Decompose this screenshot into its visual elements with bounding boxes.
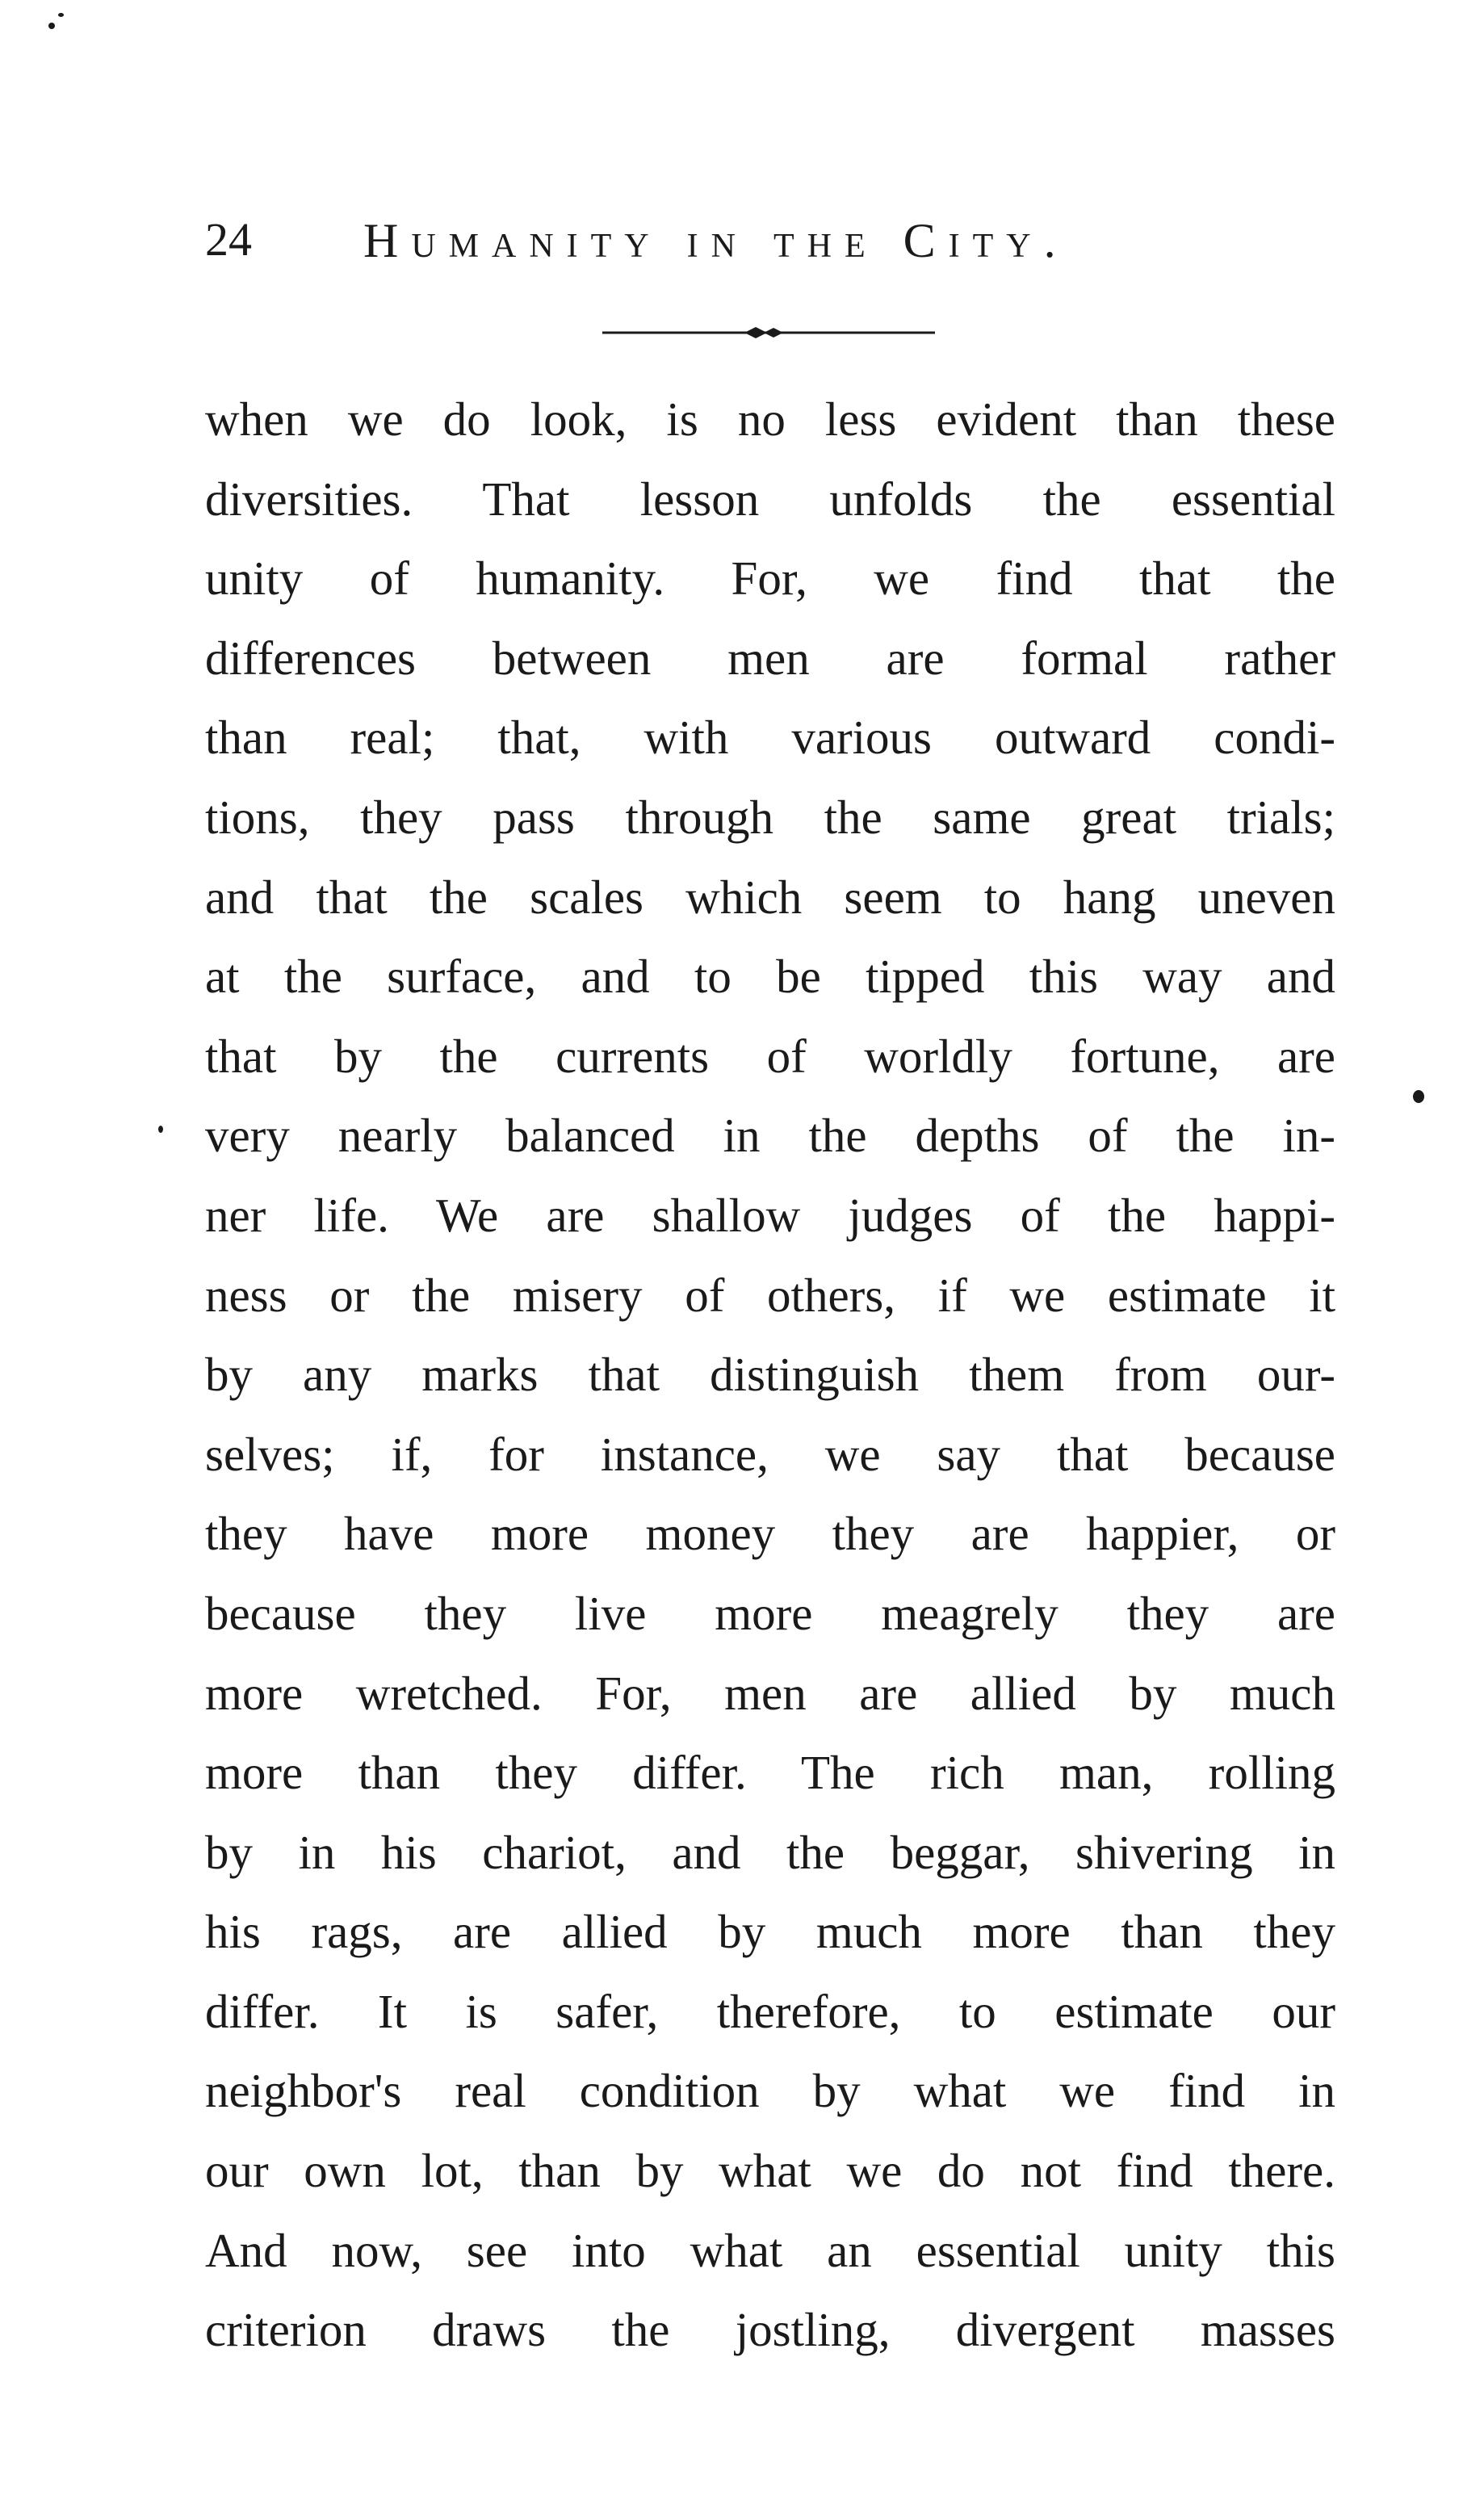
body-text — [205, 380, 1335, 2370]
running-title: Humanity in the City. — [363, 214, 1069, 267]
text-line: more wretched. For, men are allied by much — [205, 1666, 1335, 1720]
text-line: when we do look, is no less evident than these — [205, 392, 1335, 446]
ink-speck — [158, 1126, 163, 1133]
text-line: because they live more meagrely they are — [205, 1586, 1335, 1640]
text-line: our own lot, than by what we do not find there. — [205, 2144, 1335, 2198]
text-line: they have more money they are happier, or — [205, 1507, 1335, 1561]
text-line: his rags, are allied by much more than they — [205, 1905, 1335, 1959]
text-line: at the surface, and to be tipped this way and — [205, 950, 1335, 1004]
text-line: by in his chariot, and the beggar, shivering in — [205, 1825, 1335, 1879]
text-line: criterion draws the jostling, divergent masses — [205, 2303, 1335, 2357]
text-line: that by the currents of worldly fortune, are — [205, 1029, 1335, 1083]
text-line: neighbor's real condition by what we find in — [205, 2064, 1335, 2118]
text-line: differ. It is safer, therefore, to estimate our — [205, 1984, 1335, 2038]
text-line: very nearly balanced in the depths of the in- — [205, 1109, 1335, 1163]
ink-speck — [1413, 1090, 1424, 1103]
page-number: 24 — [205, 213, 252, 266]
text-line: ner life. We are shallow judges of the happi- — [205, 1188, 1335, 1242]
text-line: And now, see into what an essential unity this — [205, 2223, 1335, 2277]
text-line: than real; that, with various outward condi- — [205, 711, 1335, 765]
text-line: diversities. That lesson unfolds the essential — [205, 472, 1335, 526]
text-line: and that the scales which seem to hang uneven — [205, 870, 1335, 924]
text-line: more than they differ. The rich man, rolling — [205, 1746, 1335, 1800]
text-line: selves; if, for instance, we say that because — [205, 1427, 1335, 1481]
text-line: by any marks that distinguish them from our- — [205, 1348, 1335, 1402]
text-line: differences between men are formal rather — [205, 631, 1335, 685]
text-line: ness or the misery of others, if we estimate it — [205, 1268, 1335, 1322]
ink-speck — [48, 23, 55, 29]
text-line: tions, they pass through the same great trials; — [205, 790, 1335, 844]
text-line: unity of humanity. For, we find that the — [205, 552, 1335, 606]
ornament-rule — [602, 323, 935, 342]
ink-speck — [58, 13, 64, 17]
